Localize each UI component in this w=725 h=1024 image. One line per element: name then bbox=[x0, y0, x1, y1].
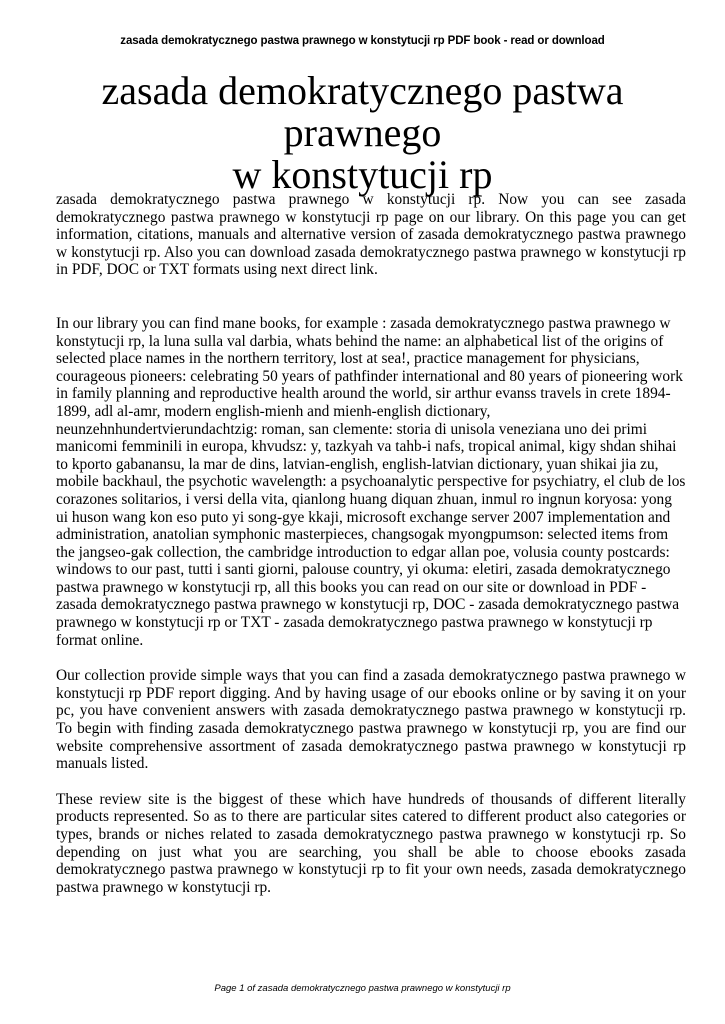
title-line-2: w konstytucji rp bbox=[232, 152, 493, 197]
page-footer: Page 1 of zasada demokratycznego pastwa prawnego w konstytucji rp bbox=[214, 983, 511, 994]
page-header: zasada demokratycznego pastwa prawnego w konstytucji rp PDF book - read or download bbox=[120, 35, 605, 47]
review-paragraph: These review site is the biggest of these which have hundreds of thousands of different literally products represented. So as to there are particular sites catered to different product also categories or types, brands or niches related to zasada demokratycznego pastwa prawnego w konstytucji rp. So depending on just what you are searching, you shall be able to choose ebooks zasada demokratycznego pastwa prawnego w konstytucji rp to fit your own needs, zasada demokratycznego pastwa prawnego w konstytucji rp. bbox=[56, 790, 686, 896]
title-line-1: zasada demokratycznego pastwa prawnego bbox=[101, 68, 624, 155]
intro-paragraph: zasada demokratycznego pastwa prawnego w konstytucji rp. Now you can see zasada demokratycznego pastwa prawnego w konstytucji rp page on our library. On this page you can get information, citations, manuals and alternative version of zasada demokratycznego pastwa prawnego w konstytucji rp. Also you can download zasada demokratycznego pastwa prawnego w konstytucji rp in PDF, DOC or TXT formats using next direct link. bbox=[56, 191, 686, 279]
document-body bbox=[56, 191, 686, 896]
collection-paragraph: Our collection provide simple ways that you can find a zasada demokratycznego pastwa prawnego w konstytucji rp PDF report digging. And by having usage of our ebooks online or by saving it on your pc, you have convenient answers with zasada demokratycznego pastwa prawnego w konstytucji rp. To begin with finding zasada demokratycznego pastwa prawnego w konstytucji rp, you are find our website comprehensive assortment of zasada demokratycznego pastwa prawnego w konstytucji rp manuals listed. bbox=[56, 667, 686, 773]
library-paragraph: In our library you can find mane books, for example : zasada demokratycznego pastwa prawnego w konstytucji rp, la luna sulla val darbia, whats behind the name: an alphabetical list of the origins of selected place names in the northern territory, lost at sea!, practice management for physicians, courageous pioneers: celebrating 50 years of pathfinder international and 80 years of pioneering work in family planning and reproductive health around the world, sir arthur evanss travels in crete 1894-1899, adl al-amr, modern english-mienh and mienh-english dictionary, neunzehnhundertvierundachtzig: roman, san clemente: storia di unisola veneziana uno dei primi manicomi femminili in europa, khvudsz: y, tazkyah va tahb-i nafs, tropical animal, kigy shdan shihai to kporto gabanansu, la mar de dins, latvian-english, english-latvian dictionary, yuan shikai jia zu, mobile backhaul, the psychotic wavelength: a psychoanalytic perspective for psychiatry, el club de los corazones solitarios, i versi della vita, qianlong huang diquan zhuan, inmul ro ingnun koryosa: yong ui huson wang kon eso puto yi song-gye kkaji, microsoft exchange server 2007 implementation and administration, anatolian symphonic masterpieces, changsogak myongpumson: selected items from the jangseo-gak collection, the cambridge introduction to edgar allan poe, volusia county postcards: windows to our past, tutti i santi giorni, palouse country, yi okuma: eletiri, zasada demokratycznego pastwa prawnego w konstytucji rp, all this books you can read on our site or download in PDF - zasada demokratycznego pastwa prawnego w konstytucji rp, DOC - zasada demokratycznego pastwa prawnego w konstytucji rp or TXT - zasada demokratycznego pastwa prawnego w konstytucji rp format online. bbox=[56, 314, 686, 649]
document-title bbox=[30, 70, 695, 196]
